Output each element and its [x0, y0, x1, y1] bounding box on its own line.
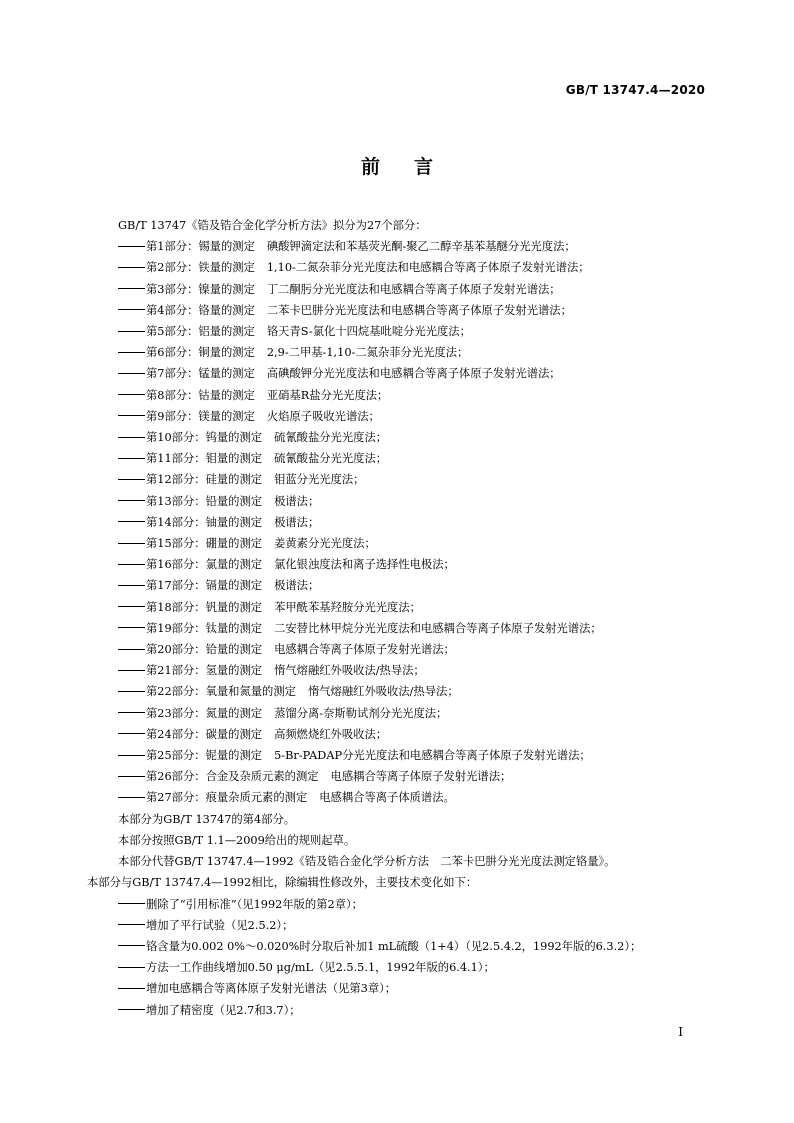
- list-item: 方法一工作曲线增加0.50 μg/mL（见2.5.5.1，1992年版的6.4.1）；: [92, 957, 732, 978]
- part-of-statement: 本部分为GB/T 13747的第4部分。: [118, 812, 296, 826]
- list-item: 第4部分：铬量的测定 二苯卡巴肼分光光度法和电感耦合等离子体原子发射光谱法；: [92, 300, 732, 321]
- dash-bullet: [118, 670, 145, 671]
- list-item: 第14部分：铀量的测定 极谱法；: [92, 512, 732, 533]
- dash-bullet: [118, 352, 145, 353]
- dash-bullet: [118, 309, 145, 310]
- list-item: 第11部分：钼量的测定 硫氰酸盐分光光度法；: [92, 448, 732, 469]
- dash-bullet: [118, 924, 145, 925]
- dash-bullet: [118, 331, 145, 332]
- list-item: 第21部分：氢量的测定 惰气熔融红外吸收法/热导法；: [92, 660, 732, 681]
- dash-bullet: [118, 267, 145, 268]
- list-item: 第1部分：锡量的测定 碘酸钾滴定法和苯基荧光酮-聚乙二醇辛基苯基醚分光光度法；: [92, 236, 732, 257]
- list-item: 第16部分：氯量的测定 氯化银浊度法和离子选择性电极法；: [92, 554, 732, 575]
- list-item: 增加了精密度（见2.7和3.7）；: [92, 1000, 732, 1021]
- dash-bullet: [118, 988, 145, 989]
- dash-bullet: [118, 543, 145, 544]
- list-item: 增加电感耦合等离体原子发射光谱法（见第3章）；: [92, 978, 732, 999]
- list-item: 第5部分：铝量的测定 铬天青S-氯化十四烷基吡啶分光光度法；: [92, 321, 732, 342]
- list-item: 删除了“引用标准”（见1992年版的第2章）；: [92, 894, 732, 915]
- list-item: 增加了平行试验（见2.5.2）；: [92, 915, 732, 936]
- list-item: 铬含量为0.002 0%～0.020%时分取后补加1 mL硫酸（1+4）（见2.5.4.2，1992年版的6.3.2）；: [92, 936, 732, 957]
- dash-bullet: [118, 903, 145, 904]
- changes-list: [92, 894, 732, 1021]
- list-item: 第6部分：铜量的测定 2,9-二甲基-1,10-二氮杂菲分光光度法；: [92, 342, 732, 363]
- list-item: 第2部分：铁量的测定 1,10-二氮杂菲分光光度法和电感耦合等离子体原子发射光谱法；: [92, 257, 732, 278]
- dash-bullet: [118, 691, 145, 692]
- replaces-statement: 本部分代替GB/T 13747.4—1992《锆及锆合金化学分析方法 二苯卡巴肼分光光度法测定铬量》。: [118, 855, 616, 869]
- list-item: 第27部分：痕量杂质元素的测定 电感耦合等离子体质谱法。: [92, 787, 732, 808]
- dash-bullet: [118, 649, 145, 650]
- dash-bullet: [118, 945, 145, 946]
- list-item: 第7部分：锰量的测定 高碘酸钾分光光度法和电感耦合等离子体原子发射光谱法；: [92, 363, 732, 384]
- list-item: 第8部分：钴量的测定 亚硝基R盐分光光度法；: [92, 385, 732, 406]
- changes-intro: 本部分与GB/T 13747.4—1992相比，除编辑性修改外，主要技术变化如下：: [87, 876, 478, 890]
- dash-bullet: [118, 458, 145, 459]
- list-item: 第23部分：氮量的测定 蒸馏分离-奈斯勒试剂分光光度法；: [92, 703, 732, 724]
- dash-bullet: [118, 500, 145, 501]
- dash-bullet: [118, 967, 145, 968]
- list-item: 第9部分：镁量的测定 火焰原子吸收光谱法；: [92, 406, 732, 427]
- list-item: 第3部分：镍量的测定 丁二酮肟分光光度法和电感耦合等离子体原子发射光谱法；: [92, 279, 732, 300]
- dash-bullet: [118, 1009, 145, 1010]
- dash-bullet: [118, 415, 145, 416]
- list-item: 第12部分：硅量的测定 钼蓝分光光度法；: [92, 469, 732, 490]
- dash-bullet: [118, 585, 145, 586]
- dash-bullet: [118, 479, 145, 480]
- dash-bullet: [118, 394, 145, 395]
- dash-bullet: [118, 246, 145, 247]
- parts-list: [92, 236, 732, 808]
- standard-code: GB/T 13747.4—2020: [565, 83, 705, 97]
- dash-bullet: [118, 373, 145, 374]
- dash-bullet: [118, 521, 145, 522]
- dash-bullet: [118, 627, 145, 628]
- list-item: 第20部分：铪量的测定 电感耦合等离子体原子发射光谱法；: [92, 639, 732, 660]
- dash-bullet: [118, 606, 145, 607]
- page-title: 前言: [360, 156, 467, 178]
- list-item: 第26部分：合金及杂质元素的测定 电感耦合等离子体原子发射光谱法；: [92, 766, 732, 787]
- intro-paragraph: GB/T 13747《锆及锆合金化学分析方法》拟分为27个部分：: [118, 219, 427, 232]
- foreword-body: [87, 215, 732, 1021]
- list-item: 第17部分：镉量的测定 极谱法；: [92, 575, 732, 596]
- list-item: 第13部分：铅量的测定 极谱法；: [92, 491, 732, 512]
- list-item: 第10部分：钨量的测定 硫氰酸盐分光光度法；: [92, 427, 732, 448]
- dash-bullet: [118, 755, 145, 756]
- list-item: 第15部分：硼量的测定 姜黄素分光光度法；: [92, 533, 732, 554]
- list-item: 第22部分：氧量和氮量的测定 惰气熔融红外吸收法/热导法；: [92, 681, 732, 702]
- list-item: 第25部分：铌量的测定 5-Br-PADAP分光光度法和电感耦合等离子体原子发射光谱法；: [92, 745, 732, 766]
- dash-bullet: [118, 437, 145, 438]
- drafting-rule-statement: 本部分按照GB/T 1.1—2009给出的规则起草。: [118, 833, 356, 847]
- dash-bullet: [118, 797, 145, 798]
- dash-bullet: [118, 288, 145, 289]
- dash-bullet: [118, 712, 145, 713]
- list-item: 第19部分：钛量的测定 二安替比林甲烷分光光度法和电感耦合等离子体原子发射光谱法；: [92, 618, 732, 639]
- dash-bullet: [118, 776, 145, 777]
- dash-bullet: [118, 733, 145, 734]
- dash-bullet: [118, 564, 145, 565]
- page-number: I: [678, 1025, 683, 1039]
- list-item: 第18部分：钒量的测定 苯甲酰苯基羟胺分光光度法；: [92, 597, 732, 618]
- list-item: 第24部分：碳量的测定 高频燃烧红外吸收法；: [92, 724, 732, 745]
